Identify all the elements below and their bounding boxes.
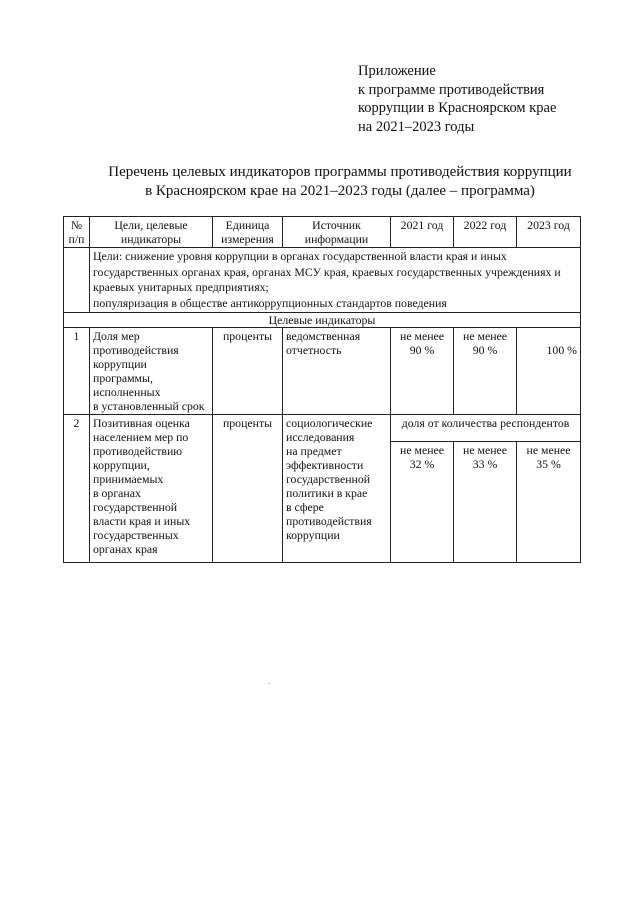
indicator-text: Позитивная оценка населением мер по противодействию коррупции, принимаемых в органах государственной власти края и иных государственных органах края (90, 415, 213, 563)
header-2021: 2021 год (391, 217, 454, 248)
unit-cell: проценты (213, 415, 283, 563)
table-row (64, 415, 581, 442)
value-2022: не менее 90 % (454, 328, 517, 415)
scan-speck (268, 683, 270, 684)
source-cell: социологические исследования на предмет эффективности государственной политики в крае в сфере противодействия коррупции (283, 415, 391, 563)
table-row (64, 328, 581, 415)
section-row (64, 313, 581, 328)
row-num: 2 (64, 415, 90, 563)
header-unit: Единица измерения (213, 217, 283, 248)
value-2023: не менее 35 % (517, 442, 581, 563)
table-header-row (64, 217, 581, 248)
header-goal: Цели, целевые индикаторы (90, 217, 213, 248)
row-num: 1 (64, 328, 90, 415)
header-num: № п/п (64, 217, 90, 248)
section-title: Целевые индикаторы (64, 313, 581, 328)
appendix-line: к программе противодействия (358, 81, 545, 98)
header-2022: 2022 год (454, 217, 517, 248)
header-2023: 2023 год (517, 217, 581, 248)
title-line: Перечень целевых индикаторов программы противодействия коррупции (108, 164, 572, 180)
goals-num-cell (64, 248, 90, 313)
title-line: в Красноярском крае на 2021–2023 годы (далее – программа) (145, 183, 535, 199)
appendix-line: коррупции в Красноярском крае (358, 100, 557, 116)
unit-cell: проценты (213, 328, 283, 415)
appendix-line: на 2021–2023 годы (358, 118, 475, 135)
source-cell: ведомственная отчетность (283, 328, 391, 415)
value-2021: не менее 32 % (391, 442, 454, 563)
indicators-table (63, 216, 581, 563)
appendix-block (358, 62, 556, 136)
goals-row (64, 248, 581, 313)
value-2021: не менее 90 % (391, 328, 454, 415)
respondents-note: доля от количества респондентов (391, 415, 581, 442)
header-source: Источник информации (283, 217, 391, 248)
value-2022: не менее 33 % (454, 442, 517, 563)
indicator-text: Доля мер противодействия коррупции программы, исполненных в установленный срок (90, 328, 213, 415)
goals-cell: Цели: снижение уровня коррупции в органах государственной власти края и иных государственных органах края, органах МСУ края, краевых государственных учреждениях и краевых унитарных предприятиях; популяризация в обществе антикоррупционных стандартов поведения (90, 248, 581, 313)
appendix-line: Приложение (358, 63, 436, 79)
document-title (60, 163, 620, 201)
value-2023: 100 % (517, 328, 581, 415)
